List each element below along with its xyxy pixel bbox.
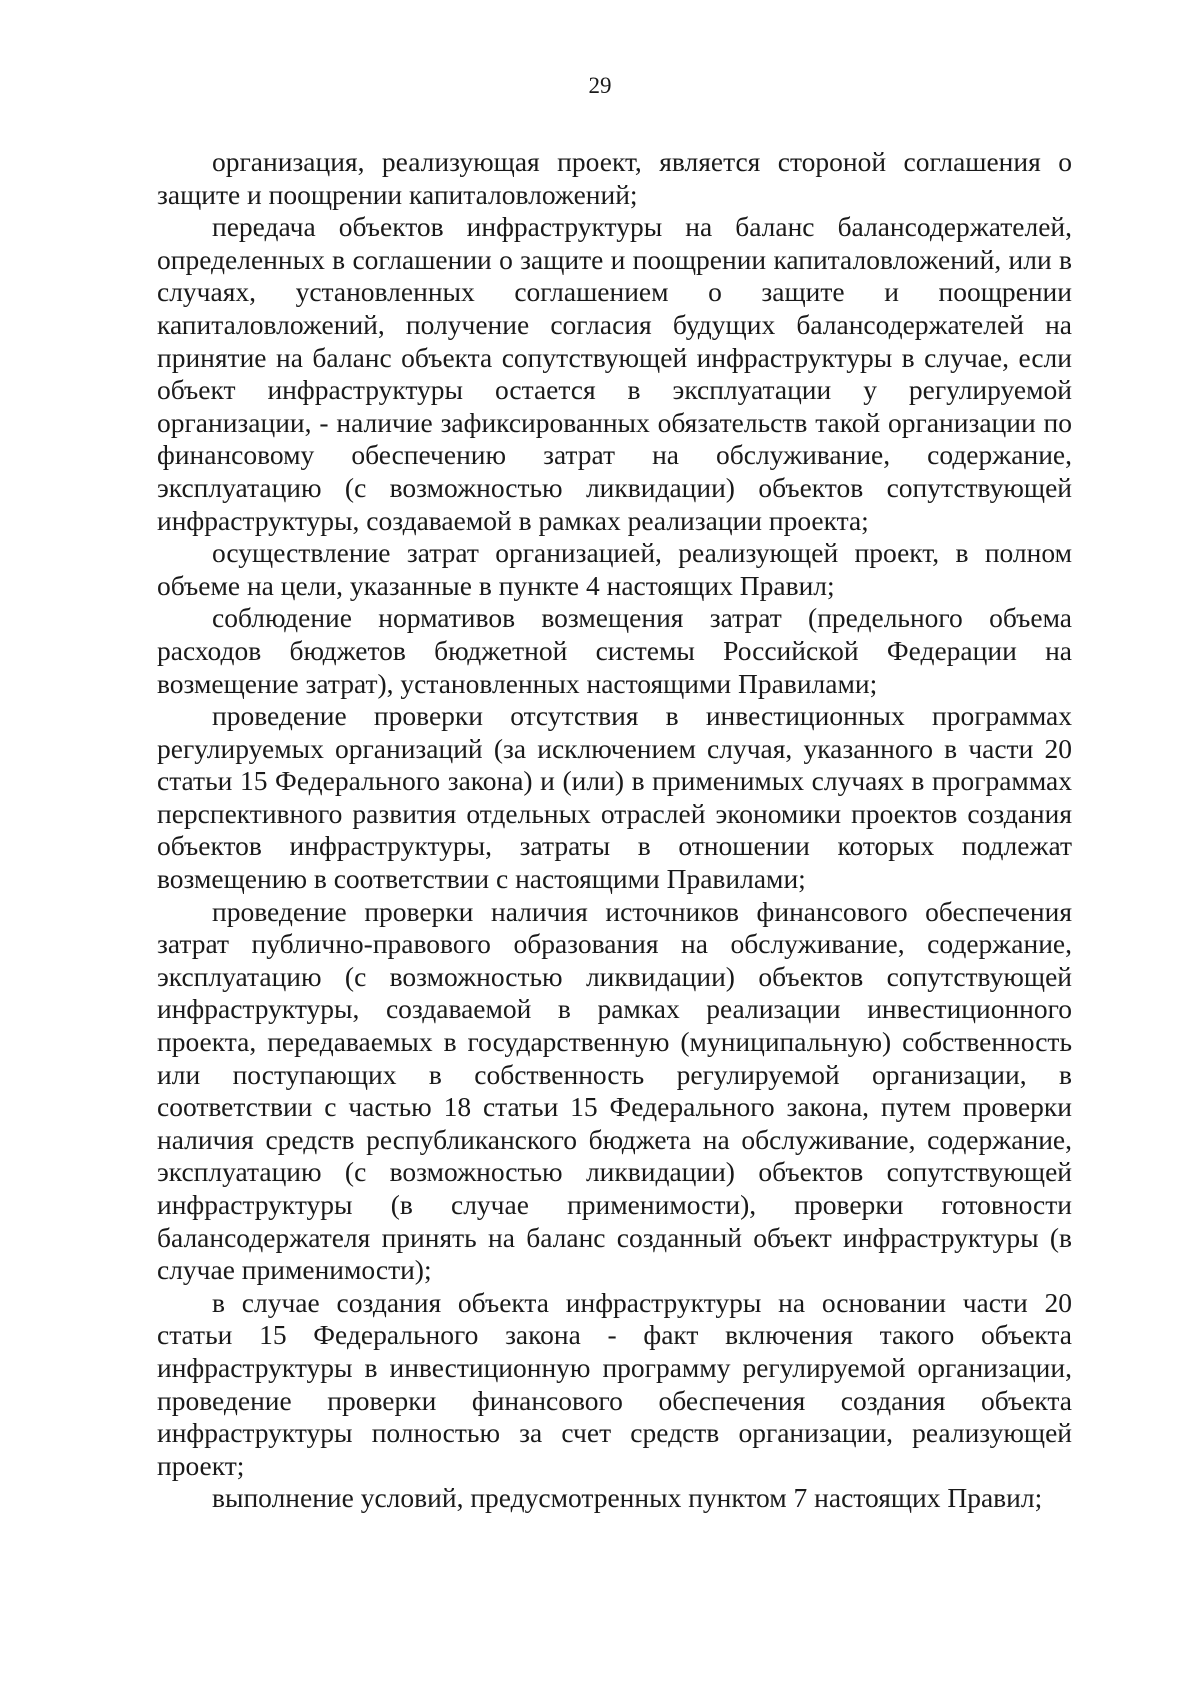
paragraph-1: организация, реализующая проект, является стороной соглашения о защите и поощрении капиталовложений; (157, 146, 1072, 210)
paragraph-5: проведение проверки отсутствия в инвестиционных программах регулируемых организаций (за исключением случая, указанного в части 20 статьи 15 Федерального закона) и (или) в применимых случаях в программах перспективного развития отдельных отраслей экономики проектов создания объектов инфраструктуры, затраты в отношении которых подлежат возмещению в соответствии с настоящими Правилами; (157, 700, 1072, 895)
document-body (157, 146, 1072, 1515)
paragraph-2: передача объектов инфраструктуры на баланс балансодержателей, определенных в соглашении о защите и поощрении капиталовложений, или в случаях, установленных соглашением о защите и поощрении капиталовложений, получение согласия будущих балансодержателей на принятие на баланс объекта сопутствующей инфраструктуры в случае, если объект инфраструктуры остается в эксплуатации у регулируемой организации, - наличие зафиксированных обязательств такой организации по финансовому обеспечению затрат на обслуживание, содержание, эксплуатацию (с возможностью ликвидации) объектов сопутствующей инфраструктуры, создаваемой в рамках реализации проекта; (157, 211, 1072, 536)
paragraph-7: в случае создания объекта инфраструктуры на основании части 20 статьи 15 Федерального закона - факт включения такого объекта инфраструктуры в инвестиционную программу регулируемой организации, проведение проверки финансового обеспечения создания объекта инфраструктуры полностью за счет средств организации, реализующей проект; (157, 1286, 1072, 1481)
paragraph-6: проведение проверки наличия источников финансового обеспечения затрат публично-правового образования на обслуживание, содержание, эксплуатацию (с возможностью ликвидации) объектов сопутствующей инфраструктуры, создаваемой в рамках реализации инвестиционного проекта, передаваемых в государственную (муниципальную) собственность или поступающих в собственность регулируемой организации, в соответствии с частью 18 статьи 15 Федерального закона, путем проверки наличия средств республиканского бюджета на обслуживание, содержание, эксплуатацию (с возможностью ликвидации) объектов сопутствующей инфраструктуры (в случае применимости), проверки готовности балансодержателя принять на баланс созданный объект инфраструктуры (в случае применимости); (157, 895, 1072, 1286)
paragraph-8: выполнение условий, предусмотренных пунктом 7 настоящих Правил; (212, 1482, 1043, 1514)
paragraph-4: соблюдение нормативов возмещения затрат (предельного объема расходов бюджетов бюджетной системы Российской Федерации на возмещение затрат), установленных настоящими Правилами; (157, 602, 1072, 699)
paragraph-3: осуществление затрат организацией, реализующей проект, в полном объеме на цели, указанные в пункте 4 настоящих Правил; (157, 537, 1072, 601)
page-number: 29 (588, 73, 612, 98)
